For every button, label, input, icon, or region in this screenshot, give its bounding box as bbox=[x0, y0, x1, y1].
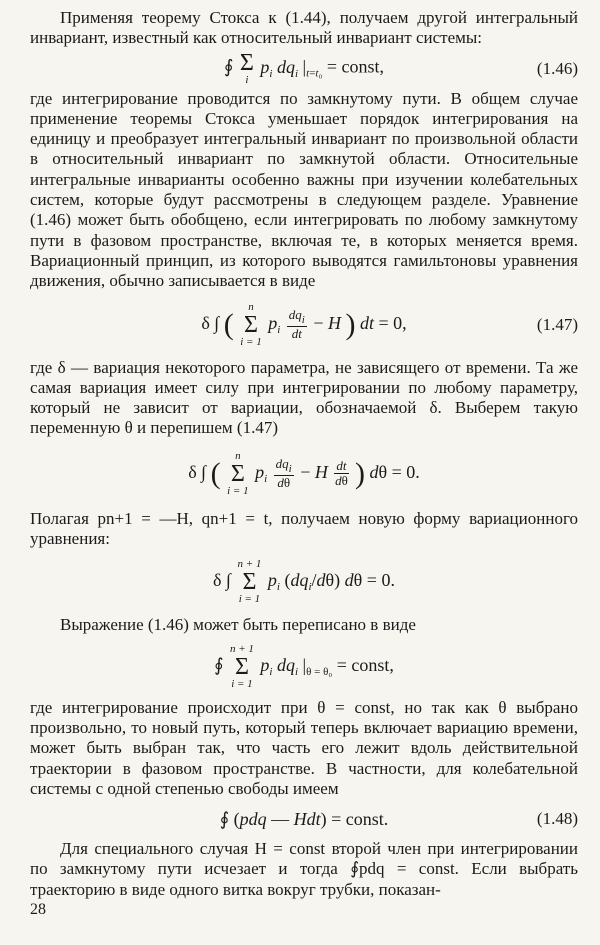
equation-1-47 bbox=[30, 292, 578, 358]
equation-extended bbox=[30, 549, 578, 615]
eq-extended-body: δ ∫ n + 1 Σ i = 1 $p_i$ $(dq_i/d\theta) d\theta = 0$. bbox=[213, 558, 395, 606]
eq-1-47-body: δ ∫ ( n Σ i = 1 $p_i$ $\frac{dq_i}{dt}$ − H ) dt = 0, bbox=[201, 300, 407, 348]
equation-1-46 bbox=[30, 49, 578, 89]
paragraph-4: Полагая pn+1 = —H, qn+1 = t, получаем новую форму вариационного уравнения: bbox=[30, 508, 578, 549]
paragraph-6: где интегрирование происходит при θ = const, но так как θ выбрано произвольно, то новый путь, который теперь включает вариацию времени, может быть выбран так, что часть его лежит вдоль действительной траектории в фазовом пространстве. В частности, для колебательной системы с одной степенью свободы имеем bbox=[30, 697, 578, 798]
paragraph-3: где δ — вариация некоторого параметра, не зависящего от времени. Та же самая вариация имеет силу при интегрировании по любому параметру, который не зависит от вариации, обозначаемой δ. Выберем такую переменную θ и перепишем (1.47) bbox=[30, 357, 578, 438]
book-page bbox=[30, 8, 578, 900]
paragraph-1: Применяя теорему Стокса к (1.44), получаем другой интегральный инвариант, известный как относительный инвариант системы: bbox=[30, 8, 578, 48]
eq-1-46-number: (1.46) bbox=[536, 58, 578, 78]
paragraph-2: где интегрирование проводится по замкнутому пути. В общем случае применение теоремы Стокса уменьшает порядок интегрирования на единицу и преобразует интегральный инвариант по произвольной области в относительный инвариант по замкнутой области. Относительные интегральные инварианты особенно важны при изучении колебательных систем, которые будут рассмотрены в следующем разделе. Уравнение (1.46) может быть обобщено, если интегрировать по любому замкнутому пути в фазовом пространстве, включая те, в которых меняется время. Вариационный принцип, из которого выводятся гамильтоновы уравнения движения, обычно записывается в виде bbox=[30, 88, 578, 291]
eq-1-47-number: (1.47) bbox=[536, 314, 578, 334]
paragraph-5: Выражение (1.46) может быть переписано в виде bbox=[60, 615, 416, 635]
equation-theta bbox=[30, 439, 578, 509]
eq-1-46-body: ∮ Σ i $p_i$ $dq_i$ $|_{t=t_0}$ = const, bbox=[224, 50, 384, 87]
eq-1-48-body: ∮ (pdq — Hdt) = const. bbox=[219, 808, 389, 829]
equation-1-48 bbox=[30, 799, 578, 839]
page-number: 28 bbox=[30, 901, 46, 918]
eq-1-48-number: (1.48) bbox=[536, 809, 578, 829]
paragraph-7: Для специального случая H = const второй член при интегрировании по замкнутому пути исчезает и тогда ∮pdq = const. Если выбрать траекторию в виде одного витка вокруг трубки, показан- bbox=[30, 839, 578, 899]
eq-theta-body: δ ∫ ( n Σ i = 1 $p_i$ $\frac{dq_i}{d\theta}$ − H $\frac{dt}{d\theta}$ ) dθ = 0. bbox=[188, 449, 420, 497]
equation-closed-path bbox=[30, 636, 578, 698]
eq-closed-body: ∮ n + 1 Σ i = 1 $p_i$ $dq_i$ $|_{\theta = \theta_0}$ = const, bbox=[214, 642, 394, 690]
